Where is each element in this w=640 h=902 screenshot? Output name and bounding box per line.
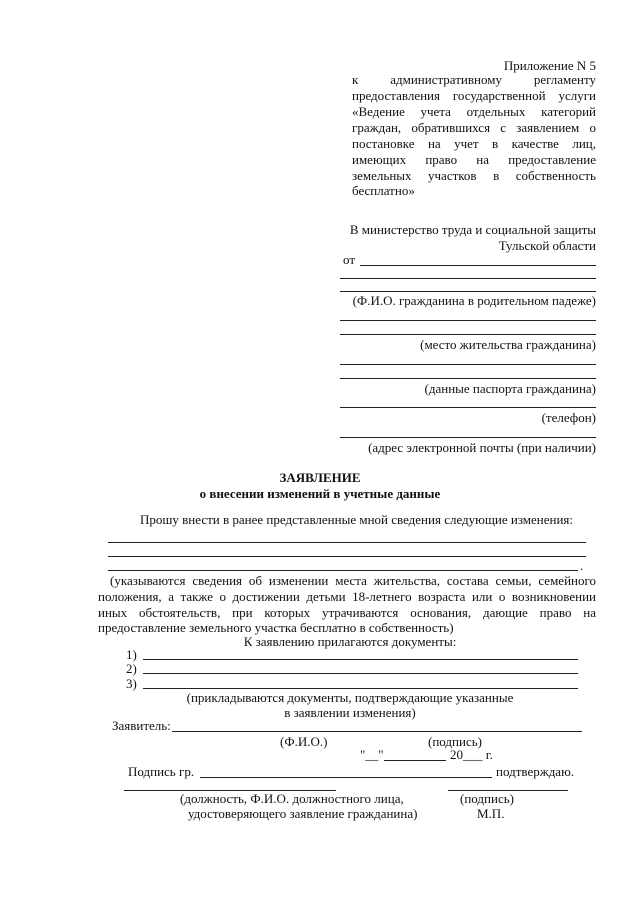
residence-caption: (место жительства гражданина) (420, 337, 596, 352)
fio-caption: (Ф.И.О. гражданина в родительном падеже) (352, 293, 596, 308)
fio-line (340, 291, 596, 292)
note-line: иных обстоятельств, при которых утрачиваются основания, дающие право на (98, 605, 596, 620)
appendix-line: постановке на учет в качестве лиц, (352, 136, 596, 151)
from-line (360, 265, 596, 266)
doc-number: 2) (126, 661, 137, 676)
request-text: Прошу внести в ранее представленные мной сведения следующие изменения: (140, 512, 573, 527)
residence-line (340, 320, 596, 321)
phone-line (340, 407, 596, 408)
email-caption: (адрес электронной почты (при наличии) (368, 440, 596, 455)
changes-line (108, 542, 586, 543)
confirm-suffix: подтверждаю. (496, 764, 575, 779)
passport-line (340, 378, 596, 379)
doc-number: 1) (126, 647, 137, 662)
appendix-line: бесплатно» (352, 183, 415, 198)
appendix-line: предоставления государственной услуги (352, 88, 596, 103)
note-line: (указываются сведения об изменении места жительства, состава семьи, семейного (110, 573, 596, 588)
from-label: от (343, 252, 356, 267)
passport-line (340, 364, 596, 365)
official-caption: (должность, Ф.И.О. должностного лица, (180, 791, 404, 806)
appendix-line: граждан, обратившихся с заявлением о (352, 120, 596, 135)
applicant-fio-caption: (Ф.И.О.) (280, 734, 328, 749)
email-line (340, 437, 596, 438)
date-month-line (384, 760, 446, 761)
passport-caption: (данные паспорта гражданина) (424, 381, 596, 396)
official-sign-caption: (подпись) (460, 791, 514, 806)
date-day: "__" (360, 747, 384, 762)
document-subtitle: о внесении изменений в учетные данные (199, 486, 441, 501)
docs-note: в заявлении изменения) (284, 705, 416, 720)
appendix-line: имеющих право на предоставление (352, 152, 596, 167)
date-year: 20___ г. (450, 747, 493, 762)
changes-line (108, 556, 586, 557)
appendix-title: Приложение N 5 (503, 58, 596, 73)
changes-dot: . (580, 558, 584, 573)
confirm-line (200, 777, 492, 778)
addressee-ministry: В министерство труда и социальной защиты (349, 222, 596, 237)
doc-line (143, 659, 578, 660)
addressee-region: Тульской области (498, 238, 596, 253)
seal-label: М.П. (477, 806, 505, 821)
phone-caption: (телефон) (541, 410, 596, 425)
applicant-sign-caption: (подпись) (428, 734, 482, 749)
official-caption: удостоверяющего заявление гражданина) (188, 806, 418, 821)
changes-line (108, 570, 578, 571)
appendix-line: к административному регламенту (352, 72, 596, 87)
applicant-line (172, 731, 582, 732)
residence-line (340, 334, 596, 335)
note-line: положения, а также о достижении детьми 18-летнего возраста или о возникновении (98, 589, 596, 604)
attached-heading: К заявлению прилагаются документы: (243, 634, 457, 649)
note-line: предоставление земельного участка бесплатно в собственность) (98, 620, 454, 635)
doc-line (143, 688, 578, 689)
fio-line (340, 278, 596, 279)
appendix-line: земельных участков в собственность (352, 168, 596, 183)
document-title: ЗАЯВЛЕНИЕ (279, 470, 361, 485)
doc-line (143, 673, 578, 674)
applicant-label: Заявитель: (112, 718, 171, 733)
appendix-line: «Ведение учета отдельных категорий (352, 104, 596, 119)
confirm-prefix: Подпись гр. (128, 764, 195, 779)
docs-note: (прикладываются документы, подтверждающие указанные (186, 690, 514, 705)
doc-number: 3) (126, 676, 137, 691)
